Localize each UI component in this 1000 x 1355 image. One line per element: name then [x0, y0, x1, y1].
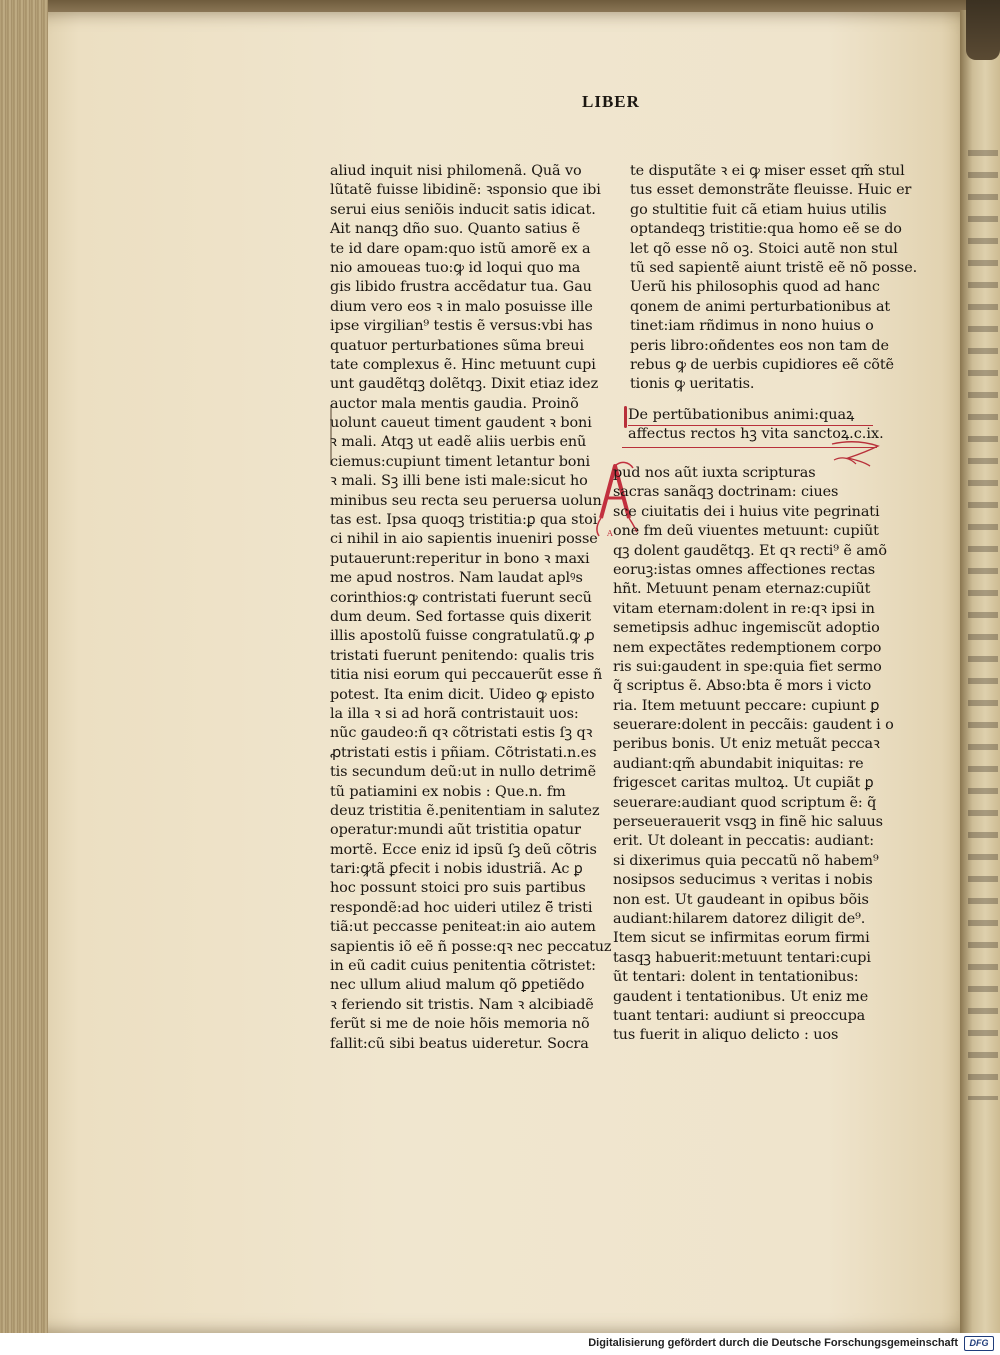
left-column-line: ciemus:cupiunt timent letantur boni — [330, 453, 591, 470]
left-column-line: ci nihil in aio sapientis inueniri posse — [330, 531, 598, 548]
right-column-top-line: rebus ꝙ de uerbis cupidiores eẽ cõtẽ — [630, 356, 894, 373]
left-column-line: illis apostolũ fuisse congratulatũ.ꝙ ꝓ — [330, 628, 595, 645]
left-column-line: tari:ꝙtã ꝑfecit i nobis idustriã. Ac ꝑ — [330, 861, 583, 878]
left-column-line: deuz tristitia ẽ.penitentiam in salutez — [330, 802, 600, 819]
right-column-body-line: nosipsos seducimus ꝛ veritas i nobis — [613, 872, 873, 889]
right-column-top-line: te disputãte ꝛ ei ꝙ miser esset qm̃ stul — [630, 163, 905, 179]
left-column-line: in eũ cadit cuius penitentia cõtristet: — [330, 958, 596, 975]
right-column-top-line: tus esset demonstrãte fleuisse. Huic er — [630, 182, 912, 199]
right-column-body-line: qꝫ dolent gaudẽtqꝫ. Et qꝛ recti⁹ ẽ amõ — [613, 542, 887, 559]
right-column-body-line: eoruꝫ:istas omnes affectiones rectas — [613, 561, 876, 578]
book-clamp — [966, 0, 1000, 60]
initial-letter-guide: A — [607, 529, 613, 538]
left-column-line: potest. Ita enim dicit. Uideo ꝙ episto — [330, 686, 595, 703]
left-text-column — [330, 162, 612, 1054]
right-column-body-line: gaudent i tentationibus. Ut eniz me — [613, 988, 869, 1005]
left-column-line: lũtatẽ fuisse libidinẽ: ꝛsponsio que ibi — [330, 182, 601, 199]
left-column-line: ꝛ feriendo sit tristis. Nam ꝛ alcibiadẽ — [330, 996, 594, 1013]
right-column-body-line: one fm deũ viuentes metuunt: cupiũt — [613, 523, 879, 540]
right-column-top-line: tinet:iam rñdimus in nono huius o — [630, 318, 874, 335]
right-column-body-line: tus fuerit in aliquo delicto : uos — [613, 1027, 839, 1044]
right-column-body-line: seuerare:audiant quod scriptum ẽ: q̃ — [613, 794, 877, 811]
right-column-body-line: semetipsis adhuc ingemiscũt adoptio — [613, 620, 880, 637]
left-column-line: corinthios:ꝙ contristati fuerunt secũ — [330, 589, 592, 606]
right-column-body-line: sacras sanãqꝫ doctrinam: ciues — [613, 484, 839, 501]
right-column-top-line: qonem de animi perturbationibus at — [630, 298, 891, 315]
left-column-line: nũc gaudeo:ñ qꝛ cõtristati estis ſꝫ qꝛ — [330, 725, 593, 742]
left-column-line: ipse virgilian⁹ testis ẽ versus:vbi has — [330, 318, 593, 335]
right-column-body-line: q̃ scriptus ẽ. Abso:bta ẽ mors i victo — [613, 678, 872, 695]
left-column-line: tũ patiamini ex nobis : Que.n. fm — [330, 783, 566, 800]
left-column-line: ꝛ mali. Sꝫ illi bene isti male:sicut ho — [330, 473, 588, 490]
footer-bar — [0, 1333, 1000, 1355]
left-column-line: respondẽ:ad hoc uideri utilez ẽ̃ tristi — [330, 899, 593, 916]
left-column-line: gis libido frustra accẽdatur tua. Gau — [330, 279, 592, 296]
right-column-body-line: si dixerimus quia peccatũ nõ habem⁹ — [613, 852, 879, 869]
right-column-body-line: nem expectãtes redemptionem corpo — [613, 639, 882, 656]
left-column-line: tiã:ut peccasse peniteat:in aio autem — [330, 919, 596, 936]
left-column-line: putauerunt:reperitur in bono ꝛ maxi — [330, 550, 590, 567]
right-column-body-line: sce ciuitatis dei i huius vite pegrinati — [613, 503, 880, 520]
right-column-body-line: ũt tentari: dolent in tentationibus: — [613, 969, 859, 986]
dfg-logo: DFG — [964, 1336, 994, 1351]
left-column-line: aliud inquit nisi philomenã. Quã vo — [330, 163, 582, 179]
right-column-body-line: Item sicut se infirmitas eorum firmi — [613, 930, 870, 947]
left-column-line: uolunt caueut timent gaudent ꝛ boni — [330, 415, 592, 432]
left-column-line: ꝛ mali. Atqꝫ ut eadẽ aliis uerbis enũ — [330, 434, 587, 451]
left-column-line: nio amoueas tuo:ꝙ id loqui quo ma — [330, 259, 581, 276]
right-column-body-line: ria. Item metuunt peccare: cupiunt ꝑ — [613, 697, 880, 714]
left-column-line: dum deum. Sed fortasse quis dixerit — [330, 608, 591, 625]
right-column-top-line: go stultitie fuit cã etiam huius utilis — [630, 201, 887, 218]
left-column-line: minibus seu recta seu peruersa uolun — [330, 492, 602, 509]
right-column-top-line: let qõ esse nõ oꝫ. Stoici autẽ non stul — [630, 240, 898, 257]
funding-credit: Digitalisierung gefördert durch die Deutsche Forschungsgemeinschaft — [588, 1337, 958, 1349]
right-column-body-line: pud nos aũt iuxta scripturas — [613, 465, 816, 481]
right-column-top-line: optandeqꝫ tristitie:qua homo eẽ se do — [630, 221, 902, 238]
left-column-line: hoc possunt stoici pro suis partibus — [330, 880, 586, 897]
left-column-line: operatur:mundi aũt tristitia opatur — [330, 822, 581, 839]
left-column-line: quatuor perturbationes sũma breui — [330, 337, 584, 354]
left-column-line: mortẽ. Ecce eniz id ipsũ ſꝫ deũ cõtris — [330, 841, 597, 858]
right-column-body-line: tasqꝫ habuerit:metuunt tentari:cupi — [613, 949, 871, 966]
left-column-line: dium vero eos ꝛ in malo posuisse ille — [330, 298, 593, 315]
right-text-column-top — [630, 162, 918, 395]
right-column-body-line: frigescet caritas multoꝝ. Ut cupiãt ꝑ — [613, 775, 874, 792]
right-column-top-line: tũ sed sapientẽ aiunt tristẽ eẽ nõ posse. — [630, 259, 918, 276]
left-column-line: tas est. Ipsa quoqꝫ tristitia:ꝑ qua stoi — [330, 512, 598, 529]
left-column-line: sapientis iõ eẽ ñ posse:qꝛ nec peccatuz — [330, 938, 612, 955]
left-column-line: unt gaudẽtqꝫ dolẽtqꝫ. Dixit etiaz idez — [330, 376, 599, 393]
left-column-line: la illa ꝛ si ad horã contristauit uos: — [330, 705, 579, 722]
right-column-body-line: non est. Ut gaudeant in opibus bõis — [613, 891, 869, 908]
right-column-top-line: peris libro:oñdentes eos non tam de — [630, 337, 889, 354]
right-column-body-line: perseuerauerit vsqꝫ in finẽ hic saluus — [613, 814, 883, 831]
right-column-body-line: audiant:qm̃ abundabit iniquitas: re — [613, 755, 864, 772]
left-column-line: Ait nanqꝫ dño suo. Quanto satius ẽ — [330, 221, 581, 238]
left-column-line: serui eius seniõis inducit satis idicat. — [330, 201, 596, 218]
right-text-column-body — [613, 464, 894, 1046]
right-column-body-line: hñt. Metuunt penam eternaz:cupiũt — [613, 581, 871, 598]
left-column-line: me apud nostros. Nam laudat aplꝰs — [330, 570, 583, 587]
left-column-line: ferũt si me de noie hõis memoria nõ — [330, 1016, 590, 1033]
facing-page-text-fragment — [968, 150, 998, 1100]
right-column-top-line: Uerũ his philosophis quod ad hanc — [630, 279, 880, 296]
right-column-body-line: tuant tentari: audiunt si preoccupa — [613, 1007, 866, 1024]
running-head: LIBER — [582, 92, 640, 111]
left-column-line: te id dare opam:quo istũ amorẽ ex a — [330, 240, 591, 257]
right-column-body-line: audiant:hilarem datorez diligit de⁹. — [613, 910, 866, 927]
right-column-top-line: tionis ꝙ ueritatis. — [630, 376, 755, 393]
left-column-line: nec ullum aliud malum qõ ꝑpetiẽdo — [330, 977, 585, 994]
right-column-body-line: vitam eternam:dolent in re:qꝛ ipsi in — [613, 600, 875, 617]
rubric-line: affectus rectos hꝫ vita sanctoꝝ.c.ix. — [628, 426, 884, 443]
right-column-body-line: erit. Ut doleant in peccatis: audiant: — [613, 833, 875, 850]
left-column-line: titia nisi eorum qui peccauerũt esse ñ — [330, 667, 603, 684]
right-column-body-line: seuerare:dolent in peccãis: gaudent i o — [613, 717, 894, 734]
rubric-underline — [628, 425, 873, 426]
page-edges-stack — [0, 0, 48, 1333]
left-column-line: fallit:cũ sibi beatus uideretur. Socra — [330, 1035, 589, 1052]
right-column-body-line: ris sui:gaudent in spe:quia fiet sermo — [613, 658, 882, 675]
left-column-line: tristati fuerunt penitendo: qualis tris — [330, 647, 595, 664]
left-column-line: tate complexus ẽ. Hinc metuunt cupi — [330, 356, 596, 373]
left-column-line: ꝓtristati estis i pñiam. Cõtristati.n.es — [330, 744, 597, 761]
left-column-line: tis secundum deũ:ut in nullo detrimẽ — [330, 764, 596, 781]
rubric-line: De pertũbationibus animi:quaꝝ — [628, 407, 855, 423]
right-column-body-line: peribus bonis. Ut eniz metuãt peccaꝛ — [613, 736, 880, 753]
left-column-line: auctor mala mentis gaudia. Proinõ — [330, 395, 579, 412]
